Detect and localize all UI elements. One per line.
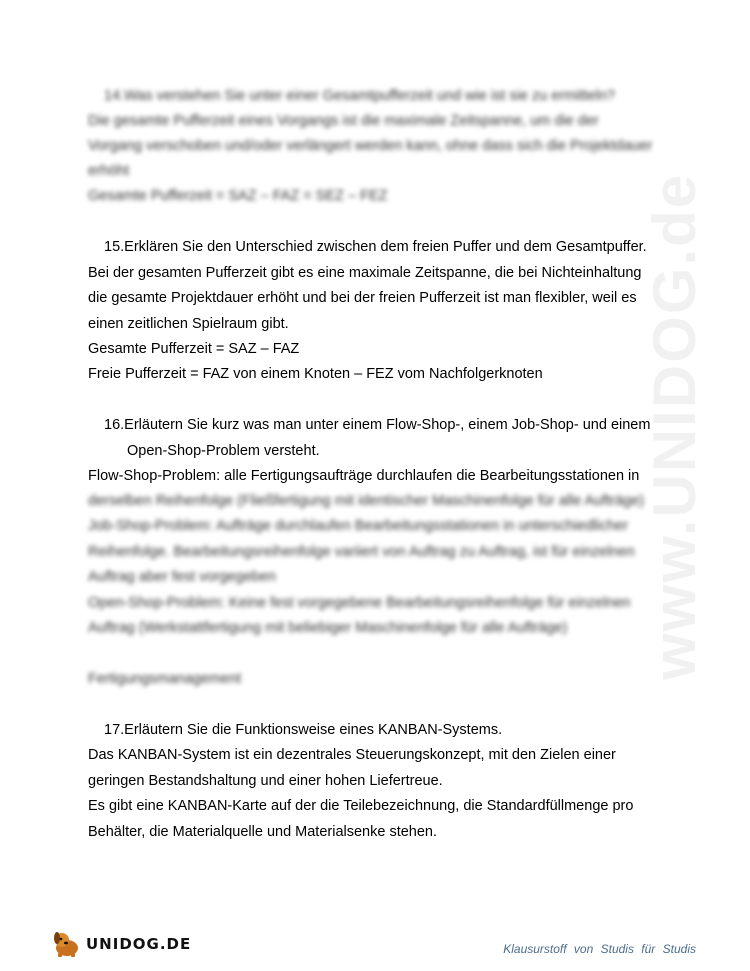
q14-answer-line-2: Vorgang verschoben und/oder verlängert werden kann, ohne dass sich die Projektdauer [88, 138, 653, 154]
q14-answer-line-3: erhöht [88, 163, 130, 179]
q16-blurred-line-4: Auftrag aber fest vorgegeben [88, 569, 276, 585]
section-heading: Fertigungsmanagement [88, 671, 242, 687]
dog-icon [52, 930, 82, 958]
q15-question: 15.Erklären Sie den Unterschied zwischen dem freien Puffer und dem Gesamtpuffer. [104, 239, 647, 255]
q16-blurred-line-5: Open-Shop-Problem: Keine fest vorgegebene Bearbeitungsreihenfolge für einzelnen [88, 595, 631, 611]
q17-answer-line-4: Behälter, die Materialquelle und Materialsenke stehen. [88, 824, 438, 840]
q15-answer-line-3: einen zeitlichen Spielraum gibt. [88, 316, 289, 332]
q16-question-line-2: Open-Shop-Problem versteht. [127, 443, 320, 459]
logo-text: UNIDOG.DE [86, 935, 192, 953]
q17-answer-line-2: geringen Bestandshaltung und einer hohen Liefertreue. [88, 773, 443, 789]
q16-blurred-line-1: derselben Reihenfolge (Fließfertigung mit identischer Maschinenfolge für alle Aufträge) [88, 493, 645, 509]
q14-answer-line-1: Die gesamte Pufferzeit eines Vorgangs ist die maximale Zeitspanne, um die der [88, 113, 599, 129]
q16-blurred-line-2: Job-Shop-Problem: Aufträge durchlaufen Bearbeitungsstationen in unterschiedlicher [88, 518, 629, 534]
q16-blurred-line-6: Auftrag (Werkstattfertigung mit beliebiger Maschinenfolge für alle Aufträge) [88, 620, 568, 636]
q14-formula: Gesamte Pufferzeit = SAZ – FAZ = SEZ – FEZ [88, 188, 388, 204]
watermark: www.UNIDOG.de [641, 172, 708, 680]
q15-answer-line-1: Bei der gesamten Pufferzeit gibt es eine maximale Zeitspanne, die bei Nichteinhaltung [88, 265, 642, 281]
q16-blurred-line-3: Reihenfolge. Bearbeitungsreihenfolge variiert von Auftrag zu Auftrag, ist für einzelnen [88, 544, 635, 560]
q15-answer-line-2: die gesamte Projektdauer erhöht und bei der freien Pufferzeit ist man flexibler, weil es [88, 290, 637, 306]
unidog-logo[interactable] [52, 930, 191, 958]
q16-answer-line-1: Flow-Shop-Problem: alle Fertigungsaufträge durchlaufen die Bearbeitungsstationen in [88, 468, 640, 484]
q14-question: 14.Was verstehen Sie unter einer Gesamtpufferzeit und wie ist sie zu ermitteln? [104, 88, 615, 104]
q15-formula-total: Gesamte Pufferzeit = SAZ – FAZ [88, 341, 300, 357]
q17-question: 17.Erläutern Sie die Funktionsweise eines KANBAN-Systems. [104, 722, 503, 738]
q15-formula-free: Freie Pufferzeit = FAZ von einem Knoten – FEZ vom Nachfolgerknoten [88, 366, 543, 382]
q17-answer-line-1: Das KANBAN-System ist ein dezentrales Steuerungskonzept, mit den Zielen einer [88, 747, 616, 763]
q16-question-line-1: 16.Erläutern Sie kurz was man unter einem Flow-Shop-, einem Job-Shop- und einem [104, 417, 651, 433]
footer-tagline: Klausurstoff von Studis für Studis [503, 942, 696, 956]
q17-answer-line-3: Es gibt eine KANBAN-Karte auf der die Teilebezeichnung, die Standardfüllmenge pro [88, 798, 634, 814]
